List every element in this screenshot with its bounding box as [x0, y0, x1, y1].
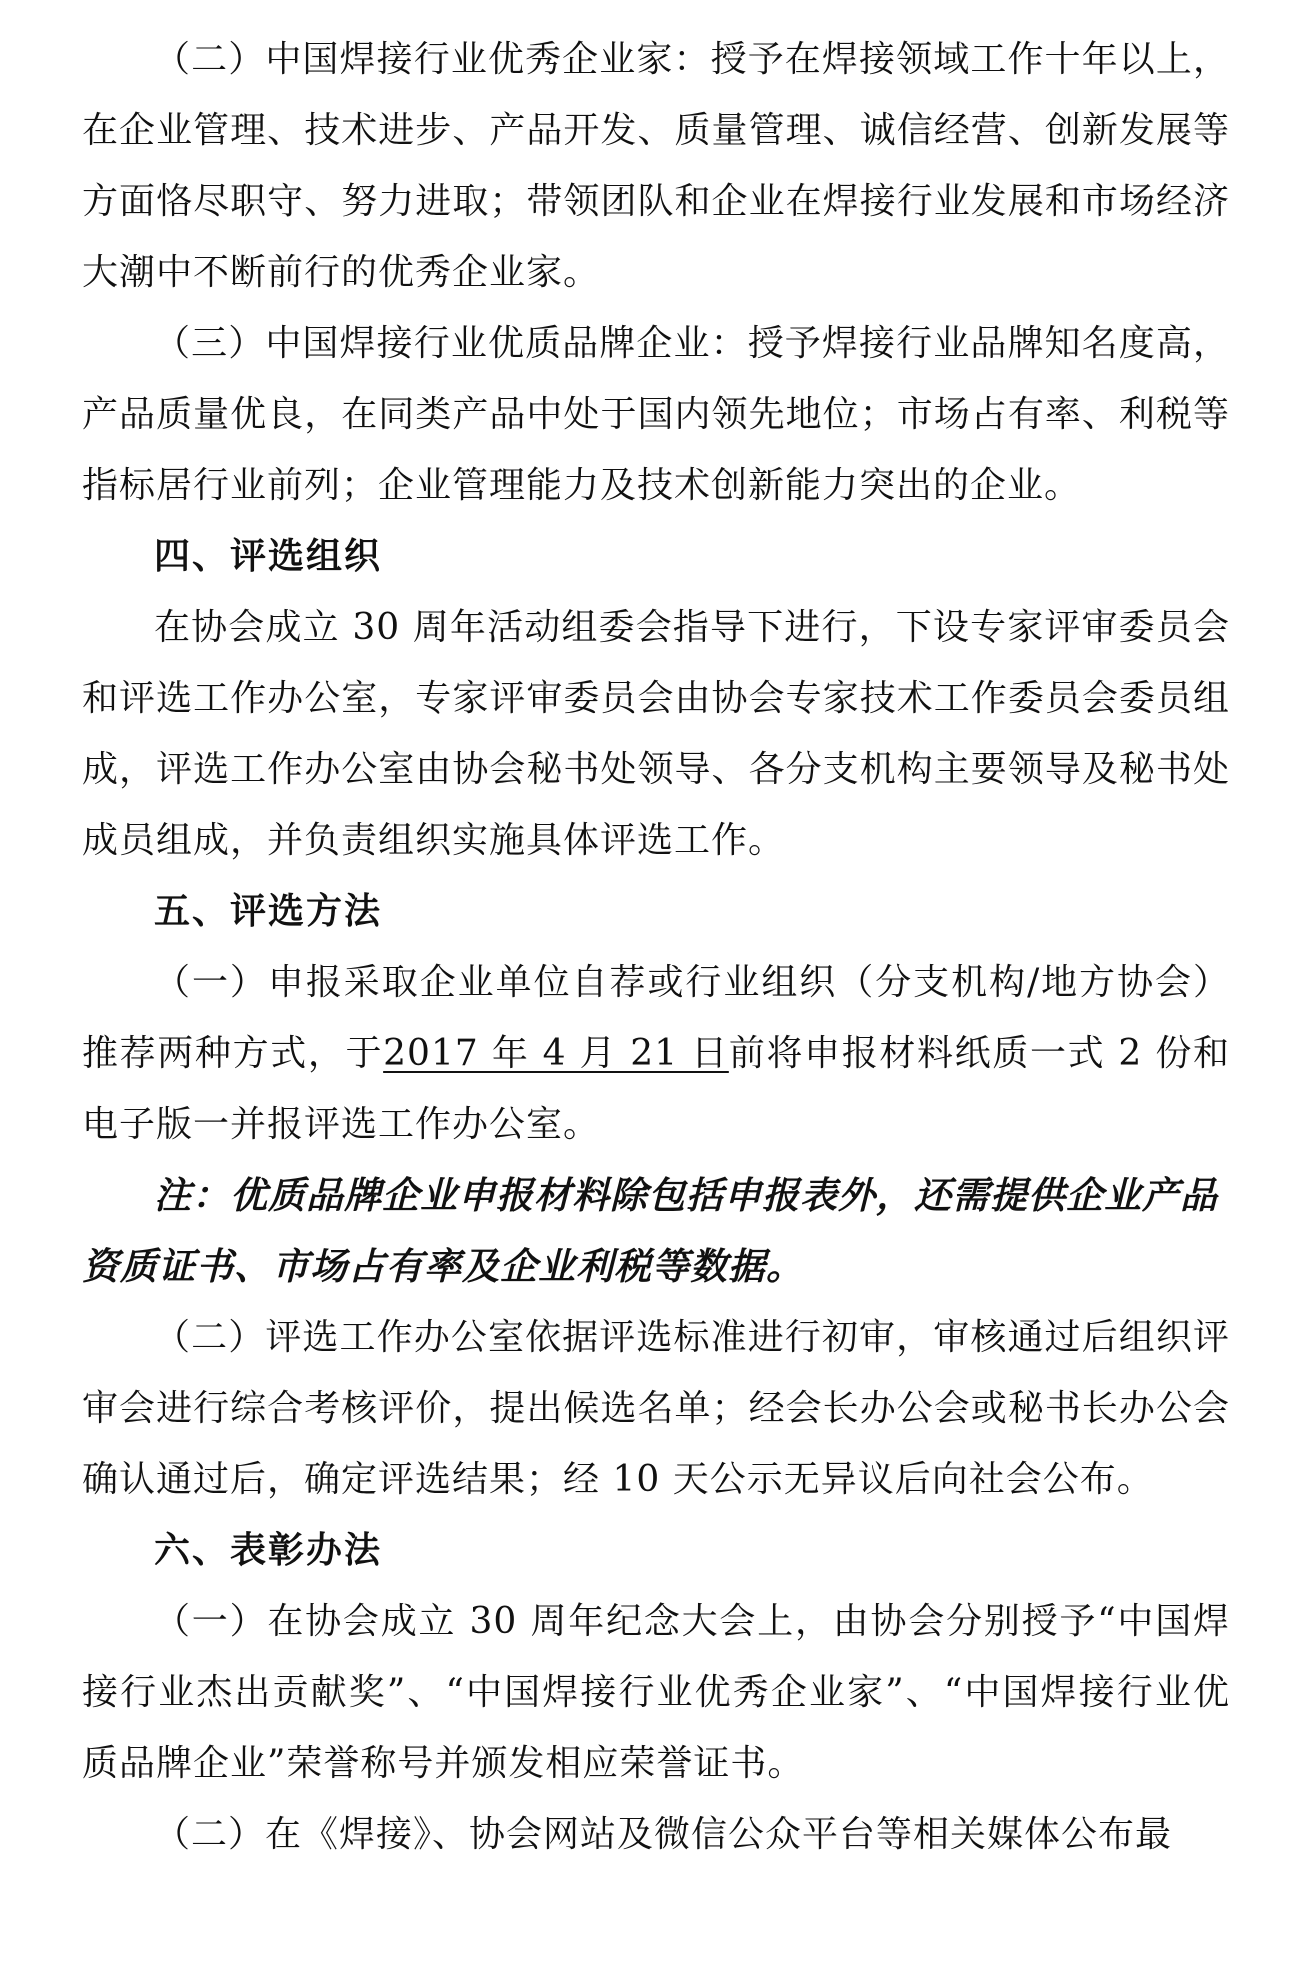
paragraph-selection-organization: 在协会成立 30 周年活动组委会指导下进行，下设专家评审委员会和评选工作办公室，专家评审委员会由协会专家技术工作委员会委员组成，评选工作办公室由协会秘书处领导、各分支机构主要领导及秘书处成员组成，并负责组织实施具体评选工作。	[82, 607, 1230, 861]
deadline-date: 2017 年 4 月 21 日	[383, 1033, 729, 1074]
section-heading-commendation-method: 六、表彰办法	[154, 1530, 383, 1571]
paragraph-review-process: （二）评选工作办公室依据评选标准进行初审，审核通过后组织评审会进行综合考核评价，提出候选名单；经会长办公会或秘书长办公会确认通过后，确定评选结果；经 10 天公示无异议后向社会公布。	[82, 1317, 1230, 1500]
section-heading-selection-organization: 四、评选组织	[154, 536, 383, 577]
paragraph-media-publication: （二）在《焊接》、协会网站及微信公众平台等相关媒体公布最	[154, 1814, 1173, 1855]
section-heading-selection-method: 五、评选方法	[154, 891, 383, 932]
paragraph-commendation-awards: （一）在协会成立 30 周年纪念大会上，由协会分别授予“中国焊接行业杰出贡献奖”、“中国焊接行业优秀企业家”、“中国焊接行业优质品牌企业”荣誉称号并颁发相应荣誉证书。	[82, 1601, 1230, 1784]
application-method-text-end: 前将申报材料纸质一式 2 份和电子版一并报评选工作办公室。	[82, 1033, 1230, 1145]
document-body	[82, 24, 1230, 1870]
paragraph-application-method	[82, 947, 1230, 1160]
paragraph-excellent-entrepreneur: （二）中国焊接行业优秀企业家：授予在焊接领域工作十年以上，在企业管理、技术进步、产品开发、质量管理、诚信经营、创新发展等方面恪尽职守、努力进取；带领团队和企业在焊接行业发展和市场经济大潮中不断前行的优秀企业家。	[82, 39, 1230, 293]
note-quality-brand-materials: 注：优质品牌企业申报材料除包括申报表外，还需提供企业产品资质证书、市场占有率及企业利税等数据。	[82, 1173, 1218, 1288]
application-method-text: （一）申报采取企业单位自荐或行业组织（分支机构/地方协会）推荐两种方式，于	[82, 962, 1230, 1074]
paragraph-quality-brand-enterprise: （三）中国焊接行业优质品牌企业：授予焊接行业品牌知名度高，产品质量优良，在同类产品中处于国内领先地位；市场占有率、利税等指标居行业前列；企业管理能力及技术创新能力突出的企业。	[82, 323, 1230, 506]
